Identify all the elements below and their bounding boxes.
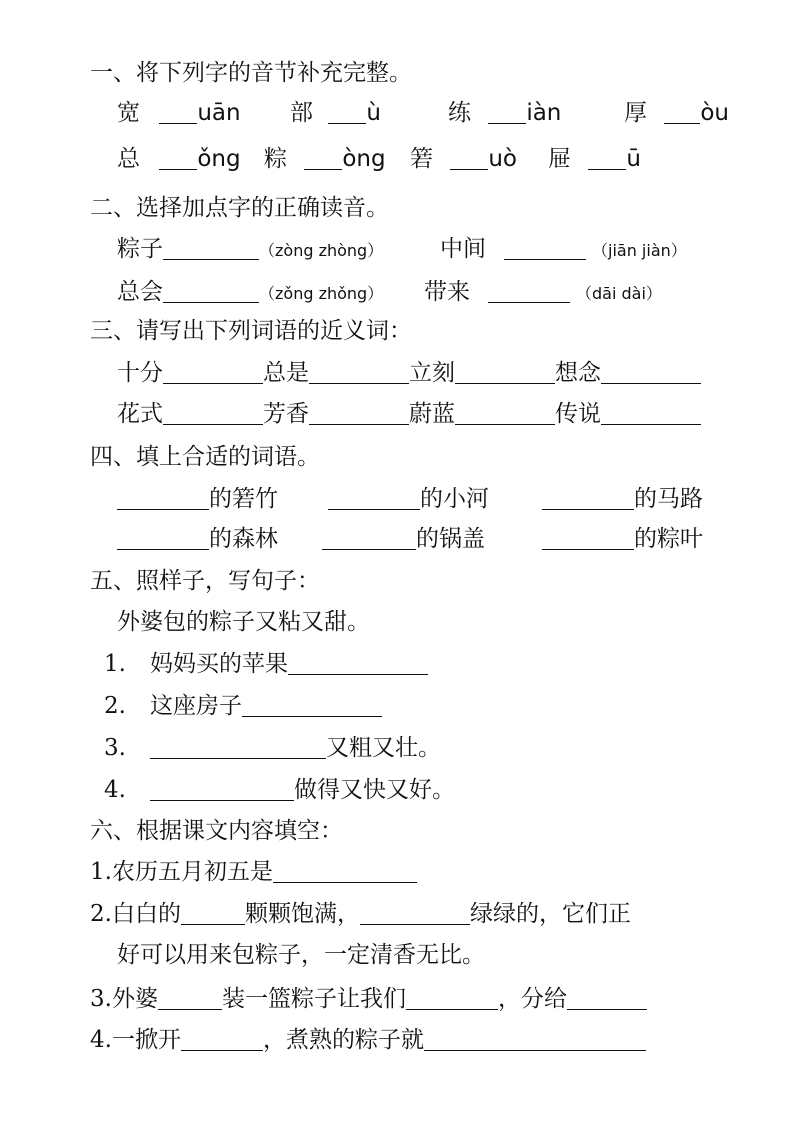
s5-item-prompt: 妈妈买的苹果 [150,651,288,677]
s1-initial-blank[interactable] [450,147,488,170]
s3-word: 传说 [555,401,601,427]
s3-synonym-blank[interactable] [455,361,555,384]
s6-text: ，煮熟的粽子就 [262,1027,424,1053]
s4-blank[interactable] [542,487,634,510]
s5-answer-blank[interactable] [288,652,428,675]
s1-syllable: uān [197,100,241,126]
s4-blank[interactable] [542,527,634,550]
s1-char: 宽 [117,100,140,126]
s2-options: （zòng zhòng） [259,241,384,260]
s5-answer-blank[interactable] [242,694,382,717]
section-3-title: 三、请写出下列词语的近义词： [90,318,412,344]
s4-item [542,484,703,514]
s1-syllable: ǒng [197,146,241,172]
s1-initial-blank[interactable] [588,147,626,170]
s1-initial-blank[interactable] [304,147,342,170]
s5-item-number: 2. [104,693,126,719]
s5-example-sentence: 外婆包的粽子又粘又甜。 [117,609,370,635]
s1-initial-blank[interactable] [159,147,197,170]
s1-row1-item [290,98,381,128]
s6-text: 4.一掀开 [90,1027,181,1053]
s2-options: （zǒng zhǒng） [259,284,384,303]
section-5-title: 五、照样子，写句子： [90,568,320,594]
s6-text: ，分给 [497,986,567,1012]
section-4-title: 四、填上合适的词语。 [90,444,320,470]
s2-word: 粽子 [117,236,163,262]
s6-question-3 [90,984,647,1014]
s1-row1-item [117,98,241,128]
s5-item-prompt: 这座房子 [150,693,242,719]
s6-text: 1.农历五月初五是 [90,859,273,885]
s5-item-number: 4. [104,777,126,803]
s2-word: 中间 [440,236,486,262]
s5-item [104,775,455,805]
s1-char: 厚 [624,100,647,126]
s1-row2-item [117,144,241,174]
s1-char: 箬 [410,146,433,172]
s3-synonym-blank[interactable] [601,402,701,425]
s2-options: （dāi dài） [576,284,662,303]
s5-item [104,733,441,763]
s6-text: 装一篮粽子让我们 [221,986,406,1012]
s1-syllable: ù [366,100,381,126]
s2-item [117,234,383,264]
s4-blank[interactable] [322,527,416,550]
s3-row [117,399,701,429]
s6-question-2-continued: 好可以用来包粽子，一定清香无比。 [117,942,485,968]
s4-blank[interactable] [328,487,420,510]
s4-blank[interactable] [117,527,209,550]
s1-initial-blank[interactable] [664,101,700,124]
s6-text: 2.白白的 [90,901,181,927]
s2-item [117,277,383,307]
s6-answer-blank[interactable] [273,860,417,883]
s1-row2-item [410,144,517,174]
s4-word: 的锅盖 [416,526,485,552]
s3-synonym-blank[interactable] [455,402,555,425]
s4-item [322,524,485,554]
s2-item [424,277,662,307]
section-1-title: 一、将下列字的音节补充完整。 [90,60,412,86]
s6-answer-blank[interactable] [567,987,647,1010]
s5-item [104,649,428,679]
s3-word: 总是 [263,360,309,386]
s1-syllable: ū [626,146,641,172]
s2-word: 带来 [424,279,470,305]
s1-row2-item [548,144,641,174]
s4-item [117,524,278,554]
s6-answer-blank[interactable] [424,1028,646,1051]
s4-word: 的粽叶 [634,526,703,552]
s6-text: 颗颗饱满， [244,901,360,927]
s1-char: 练 [448,100,471,126]
s3-synonym-blank[interactable] [309,361,409,384]
s1-char: 粽 [264,146,287,172]
s3-row [117,358,701,388]
s4-word: 的小河 [420,486,489,512]
s4-item [117,484,278,514]
s5-item-prompt: 做得又快又好。 [294,777,455,803]
s1-row2-item [264,144,386,174]
section-2-title: 二、选择加点字的正确读音。 [90,195,389,221]
s1-char: 屉 [548,146,571,172]
s6-text: 绿绿的，它们正 [469,901,631,927]
s6-answer-blank[interactable] [360,902,470,925]
s1-row1-item [448,98,561,128]
s1-char: 总 [117,146,140,172]
s6-question-2 [90,899,631,929]
s3-synonym-blank[interactable] [601,361,701,384]
s2-answer-blank[interactable] [163,280,259,303]
s5-item-number: 1. [104,651,126,677]
s3-word: 立刻 [409,360,455,386]
s4-item [328,484,489,514]
s1-initial-blank[interactable] [159,101,197,124]
s2-answer-blank[interactable] [504,237,586,260]
s4-blank[interactable] [117,487,209,510]
s3-word: 想念 [555,360,601,386]
s3-synonym-blank[interactable] [309,402,409,425]
s5-item [104,691,382,721]
s3-word: 芳香 [263,401,309,427]
s1-initial-blank[interactable] [328,101,366,124]
s6-answer-blank[interactable] [181,902,245,925]
s1-syllable: òng [342,146,386,172]
s5-answer-blank[interactable] [150,778,294,801]
s1-syllable: iàn [526,100,562,126]
s5-answer-blank[interactable] [150,736,326,759]
s1-syllable: òu [700,100,729,126]
s6-question-1 [90,857,417,887]
s1-char: 部 [290,100,313,126]
s2-answer-blank[interactable] [488,280,570,303]
section-6-title: 六、根据课文内容填空： [90,818,343,844]
s2-word: 总会 [117,279,163,305]
s4-word: 的箬竹 [209,486,278,512]
s2-answer-blank[interactable] [163,237,259,260]
s6-answer-blank[interactable] [158,987,222,1010]
s6-answer-blank[interactable] [406,987,498,1010]
s2-options: （jiān jiàn） [592,241,687,260]
s3-synonym-blank[interactable] [163,361,263,384]
s1-syllable: uò [488,146,517,172]
s3-word: 蔚蓝 [409,401,455,427]
s3-synonym-blank[interactable] [163,402,263,425]
s3-word: 花式 [117,401,163,427]
s2-item [440,234,687,264]
s1-initial-blank[interactable] [488,101,526,124]
s4-word: 的森林 [209,526,278,552]
s6-question-4 [90,1025,646,1055]
s3-word: 十分 [117,360,163,386]
s5-item-prompt: 又粗又壮。 [326,735,441,761]
s4-word: 的马路 [634,486,703,512]
s1-row1-item [624,98,729,128]
s6-answer-blank[interactable] [181,1028,263,1051]
s6-text: 3.外婆 [90,986,158,1012]
s5-item-number: 3. [104,735,126,761]
s4-item [542,524,703,554]
